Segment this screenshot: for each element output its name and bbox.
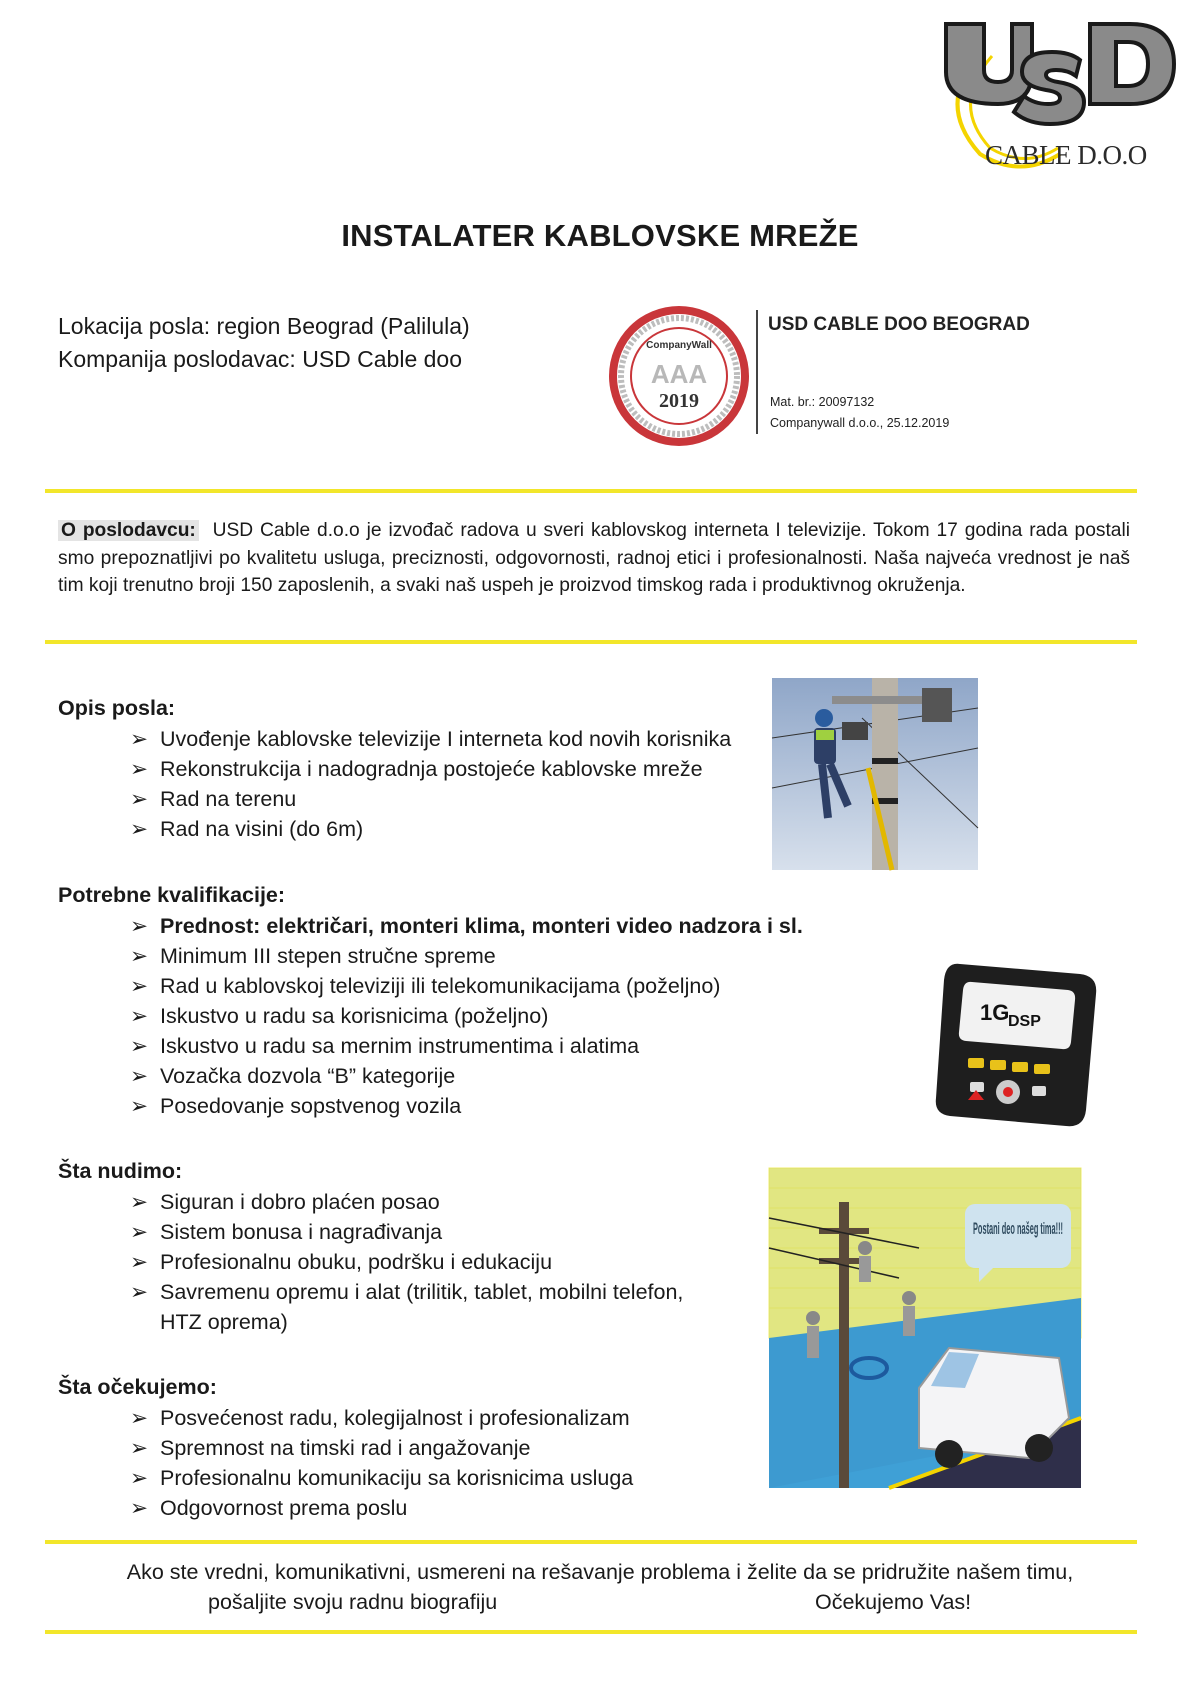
job-employer: Kompanija poslodavac: USD Cable doo (58, 346, 463, 372)
list-item: ➢ Prednost: električari, monteri klima, monteri video nadzora i sl. (130, 911, 803, 941)
arrow-icon: ➢ (130, 1034, 149, 1058)
arrow-icon: ➢ (130, 974, 149, 998)
team-illustration (769, 1168, 1081, 1488)
arrow-icon: ➢ (130, 1280, 149, 1304)
arrow-icon: ➢ (130, 1094, 149, 1118)
divider-top (45, 489, 1137, 493)
arrow-icon: ➢ (130, 1436, 149, 1460)
list-item: ➢ Savremenu opremu i alat (trilitik, tablet, mobilni telefon, (130, 1277, 683, 1307)
list-item: ➢ Uvođenje kablovske televizije I interneta kod novih korisnika (130, 724, 731, 754)
job-location: Lokacija posla: region Beograd (Palilula) (58, 313, 470, 339)
list-item: ➢ Minimum III stepen stručne spreme (130, 941, 803, 971)
list-item: ➢ Posvećenost radu, kolegijalnost i profesionalizam (130, 1403, 633, 1433)
list-item: ➢ Profesionalnu komunikaciju sa korisnicima usluga (130, 1463, 633, 1493)
meter-brand: 1G (980, 1000, 1010, 1025)
certificate-company: USD CABLE DOO BEOGRAD (768, 314, 1030, 335)
arrow-icon: ➢ (130, 1466, 149, 1490)
about-text: USD Cable d.o.o je izvođač radova u sveri kablovskog interneta I televizije. Tokom 17 godina rada postali smo prepoznatljivi po kvalitetu usluga, preciznosti, odgovornosti, radnoj etici i profesionalnosti. Naša najveća vrednost je naš tim koji trenutno broji 150 zaposlenih, a svaki naš uspeh je proizvod timskog rada i produktivnog okruženja. (58, 520, 1130, 596)
list-item: ➢ Odgovornost prema poslu (130, 1493, 633, 1523)
list-item: ➢ Profesionalnu obuku, podršku i edukaciju (130, 1247, 683, 1277)
arrow-icon: ➢ (130, 914, 149, 938)
arrow-icon: ➢ (130, 817, 149, 841)
list-kvalifikacije (130, 911, 803, 1121)
signal-meter-device (930, 960, 1102, 1138)
list-item: ➢ Rad u kablovskoj televiziji ili telekomunikacijama (poželjno) (130, 971, 803, 1001)
arrow-icon: ➢ (130, 1190, 149, 1214)
about-label: O poslodavcu: (58, 520, 199, 541)
list-item: ➢ Posedovanje sopstvenog vozila (130, 1091, 803, 1121)
worker-on-pole-photo (772, 678, 978, 870)
meter-sub: DSP (1008, 1013, 1041, 1030)
arrow-icon: ➢ (130, 1496, 149, 1520)
arrow-icon: ➢ (130, 1250, 149, 1274)
divider-footer-bottom (45, 1630, 1137, 1634)
list-item: ➢ Sistem bonusa i nagrađivanja (130, 1217, 683, 1247)
arrow-icon: ➢ (130, 1004, 149, 1028)
list-item: ➢ Vozačka dozvola “B” kategorije (130, 1061, 803, 1091)
list-item: ➢ Spremnost na timski rad i angažovanje (130, 1433, 633, 1463)
list-item: ➢ Rekonstrukcija i nadogradnja postojeće kablovske mreže (130, 754, 731, 784)
bubble-line: Postani deo našeg tima!!! (973, 1219, 1063, 1238)
list-nudimo (130, 1187, 683, 1337)
badge-year: 2019 (659, 390, 699, 412)
certificate-mat: Mat. br.: 20097132 (770, 395, 875, 409)
certificate-issuer: Companywall d.o.o., 25.12.2019 (770, 416, 950, 430)
about-employer (58, 517, 1130, 600)
list-item: ➢ Siguran i dobro plaćen posao (130, 1187, 683, 1217)
section-title-ocekujemo: Šta očekujemo: (58, 1375, 217, 1399)
footer-closing: Očekujemo Vas! (815, 1590, 972, 1614)
section-title-kvalifikacije: Potrebne kvalifikacije: (58, 883, 286, 907)
divider-footer-top (45, 1540, 1137, 1544)
list-item: ➢ Rad na terenu (130, 784, 731, 814)
list-ocekujemo (130, 1403, 633, 1523)
list-item: ➢ Rad na visini (do 6m) (130, 814, 731, 844)
list-item-continuation: HTZ oprema) (160, 1310, 288, 1334)
page-title: INSTALATER KABLOVSKE MREŽE (341, 218, 859, 253)
badge-brand: CompanyWall (646, 340, 712, 351)
job-info (58, 310, 470, 376)
list-item: ➢ Iskustvo u radu sa mernim instrumentima i alatima (130, 1031, 803, 1061)
arrow-icon: ➢ (130, 757, 149, 781)
footer-invite: Ako ste vredni, komunikativni, usmereni na rešavanje problema i želite da se pridružite našem timu, (126, 1560, 1074, 1584)
arrow-icon: ➢ (130, 944, 149, 968)
certificate-divider (756, 310, 758, 434)
divider-about (45, 640, 1137, 644)
arrow-icon: ➢ (130, 787, 149, 811)
arrow-icon: ➢ (130, 1406, 149, 1430)
arrow-icon: ➢ (130, 1220, 149, 1244)
badge-rating: AAA (650, 359, 708, 389)
list-opis (130, 724, 731, 844)
arrow-icon: ➢ (130, 1064, 149, 1088)
companywall-seal (606, 303, 752, 449)
arrow-icon: ➢ (130, 727, 149, 751)
section-title-opis: Opis posla: (58, 696, 176, 720)
section-title-nudimo: Šta nudimo: (58, 1159, 183, 1183)
footer-cv: pošaljite svoju radnu biografiju (208, 1590, 498, 1614)
certificate-details (770, 392, 949, 434)
list-item: ➢ Iskustvo u radu sa korisnicima (poželjno) (130, 1001, 803, 1031)
logo-text: CABLE D.O.O (985, 140, 1147, 170)
